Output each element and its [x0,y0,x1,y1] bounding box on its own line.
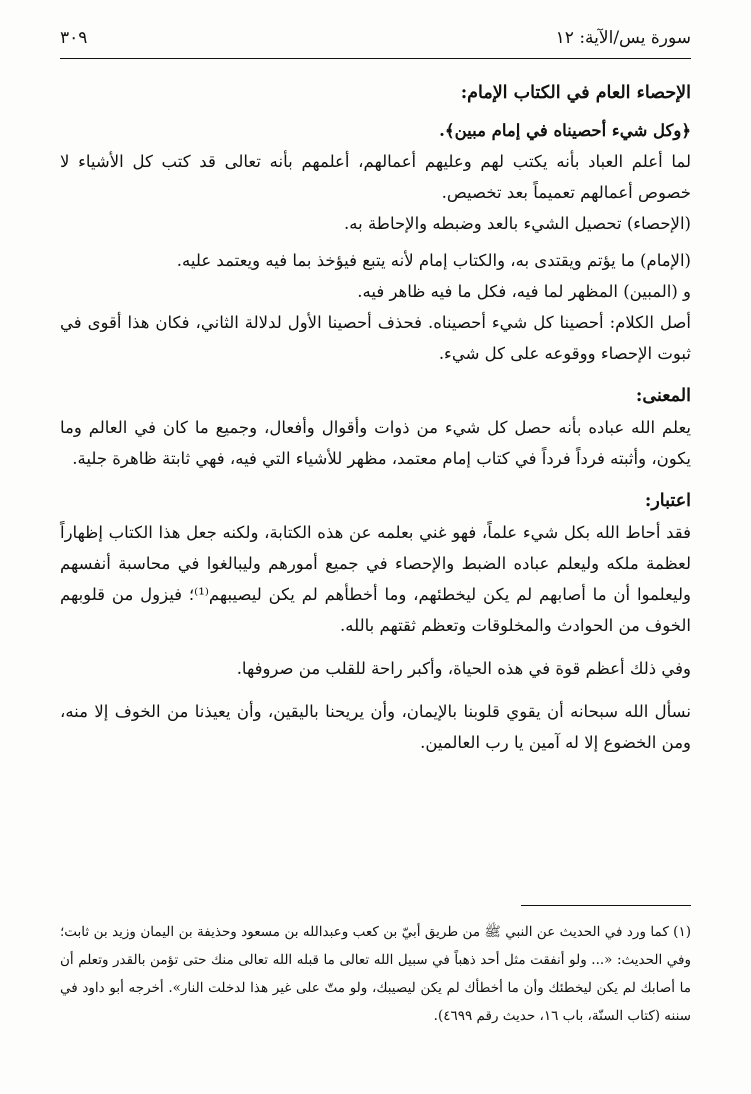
verse-text: ﴿وكل شيء أحصيناه في إمام مبين﴾. [439,121,691,140]
lesson-paragraph-2: وفي ذلك أعظم قوة في هذه الحياة، وأكبر راحة للقلب من صروفها. [236,659,691,678]
meaning-heading: المعنى: [635,386,691,406]
section-heading: الإحصاء العام في الكتاب الإمام: [460,83,691,103]
header-rule [60,58,691,59]
footnote-rule [521,905,691,906]
lesson-paragraph-3: نسأل الله سبحانه أن يقوي قلوبنا بالإيمان، وأن يريحنا باليقين، وأن يعيذنا من الخوف إلا منه، ومن الخضوع إلا له آمين يا رب العالمين. [60,702,691,752]
main-text [60,78,691,758]
intro-paragraph: لما أعلم العباد بأنه يكتب لهم وعليهم أعمالهم، أعلمهم بأنه تعالى قد كتب كل الأشياء لا خصوص أعمالهم تعميماً بعد تخصيص. [60,152,691,202]
running-title: سورة يس/الآية: ١٢ [555,28,691,48]
definition-imam: (الإمام) ما يؤتم ويقتدى به، والكتاب إمام لأنه يتبع فيؤخذ بما فيه ويعتمد عليه. [176,251,691,270]
footnote: (١) كما ورد في الحديث عن النبي ﷺ من طريق أبيّ بن كعب وعبدالله بن مسعود وحذيفة بن اليمان وزيد بن ثابت؛ وفي الحديث: «... ولو أنفقت مثل أحد ذهباً في سبيل الله تعالى ما قبله الله تعالى منك حتى تؤمن بالقدر وتعلم أن ما أصابك لم يكن ليخطئك وأن ما أخطأك لم يكن ليصيبك، ولو متّ على غير هذا لدخلت النار». أخرجه أبو داود في سننه (كتاب السنّة، باب ١٦، حديث رقم ٤٦٩٩). [60,924,691,1024]
page-number: ٣٠٩ [60,28,88,48]
page-header [60,28,691,54]
grammar-note: أصل الكلام: أحصينا كل شيء أحصيناه. فحذف أحصينا الأول لدلالة الثاني، فكان هذا أقوى في ثبوت الإحصاء ووقوعه على كل شيء. [60,313,691,363]
definition-mubeen: و (المبين) المظهر لما فيه، فكل ما فيه ظاهر فيه. [357,282,691,301]
lesson-paragraph-1: فقد أحاط الله بكل شيء علماً، فهو غني بعلمه عن هذه الكتابة، ولكنه جعل هذا الكتاب إظهاراً لعظمة ملكه وليعلم عباده الضبط والإحصاء في جميع أمورهم وليبالغوا في محاسبة أنفسهم وليعلموا أن ما أصابهم لم يكن ليخطئهم، وما أخطأهم لم يكن ليصيبهم⁽¹⁾؛ فيزول من قلوبهم الخوف من الحوادث والمخلوقات وتعظم ثقتهم بالله. [60,523,691,635]
definition-ihsaa: (الإحصاء) تحصيل الشيء بالعد وضبطه والإحاطة به. [344,214,691,233]
meaning-paragraph: يعلم الله عباده بأنه حصل كل شيء من ذوات وأقوال وأفعال، وجميع ما كان في العالم وما يكون، وأثبته فرداً فرداً في كتاب إمام معتمد، مظهر للأشياء التي فيه، فهي ثابتة ظاهرة جلية. [60,418,691,468]
lesson-heading: اعتبار: [644,491,691,511]
